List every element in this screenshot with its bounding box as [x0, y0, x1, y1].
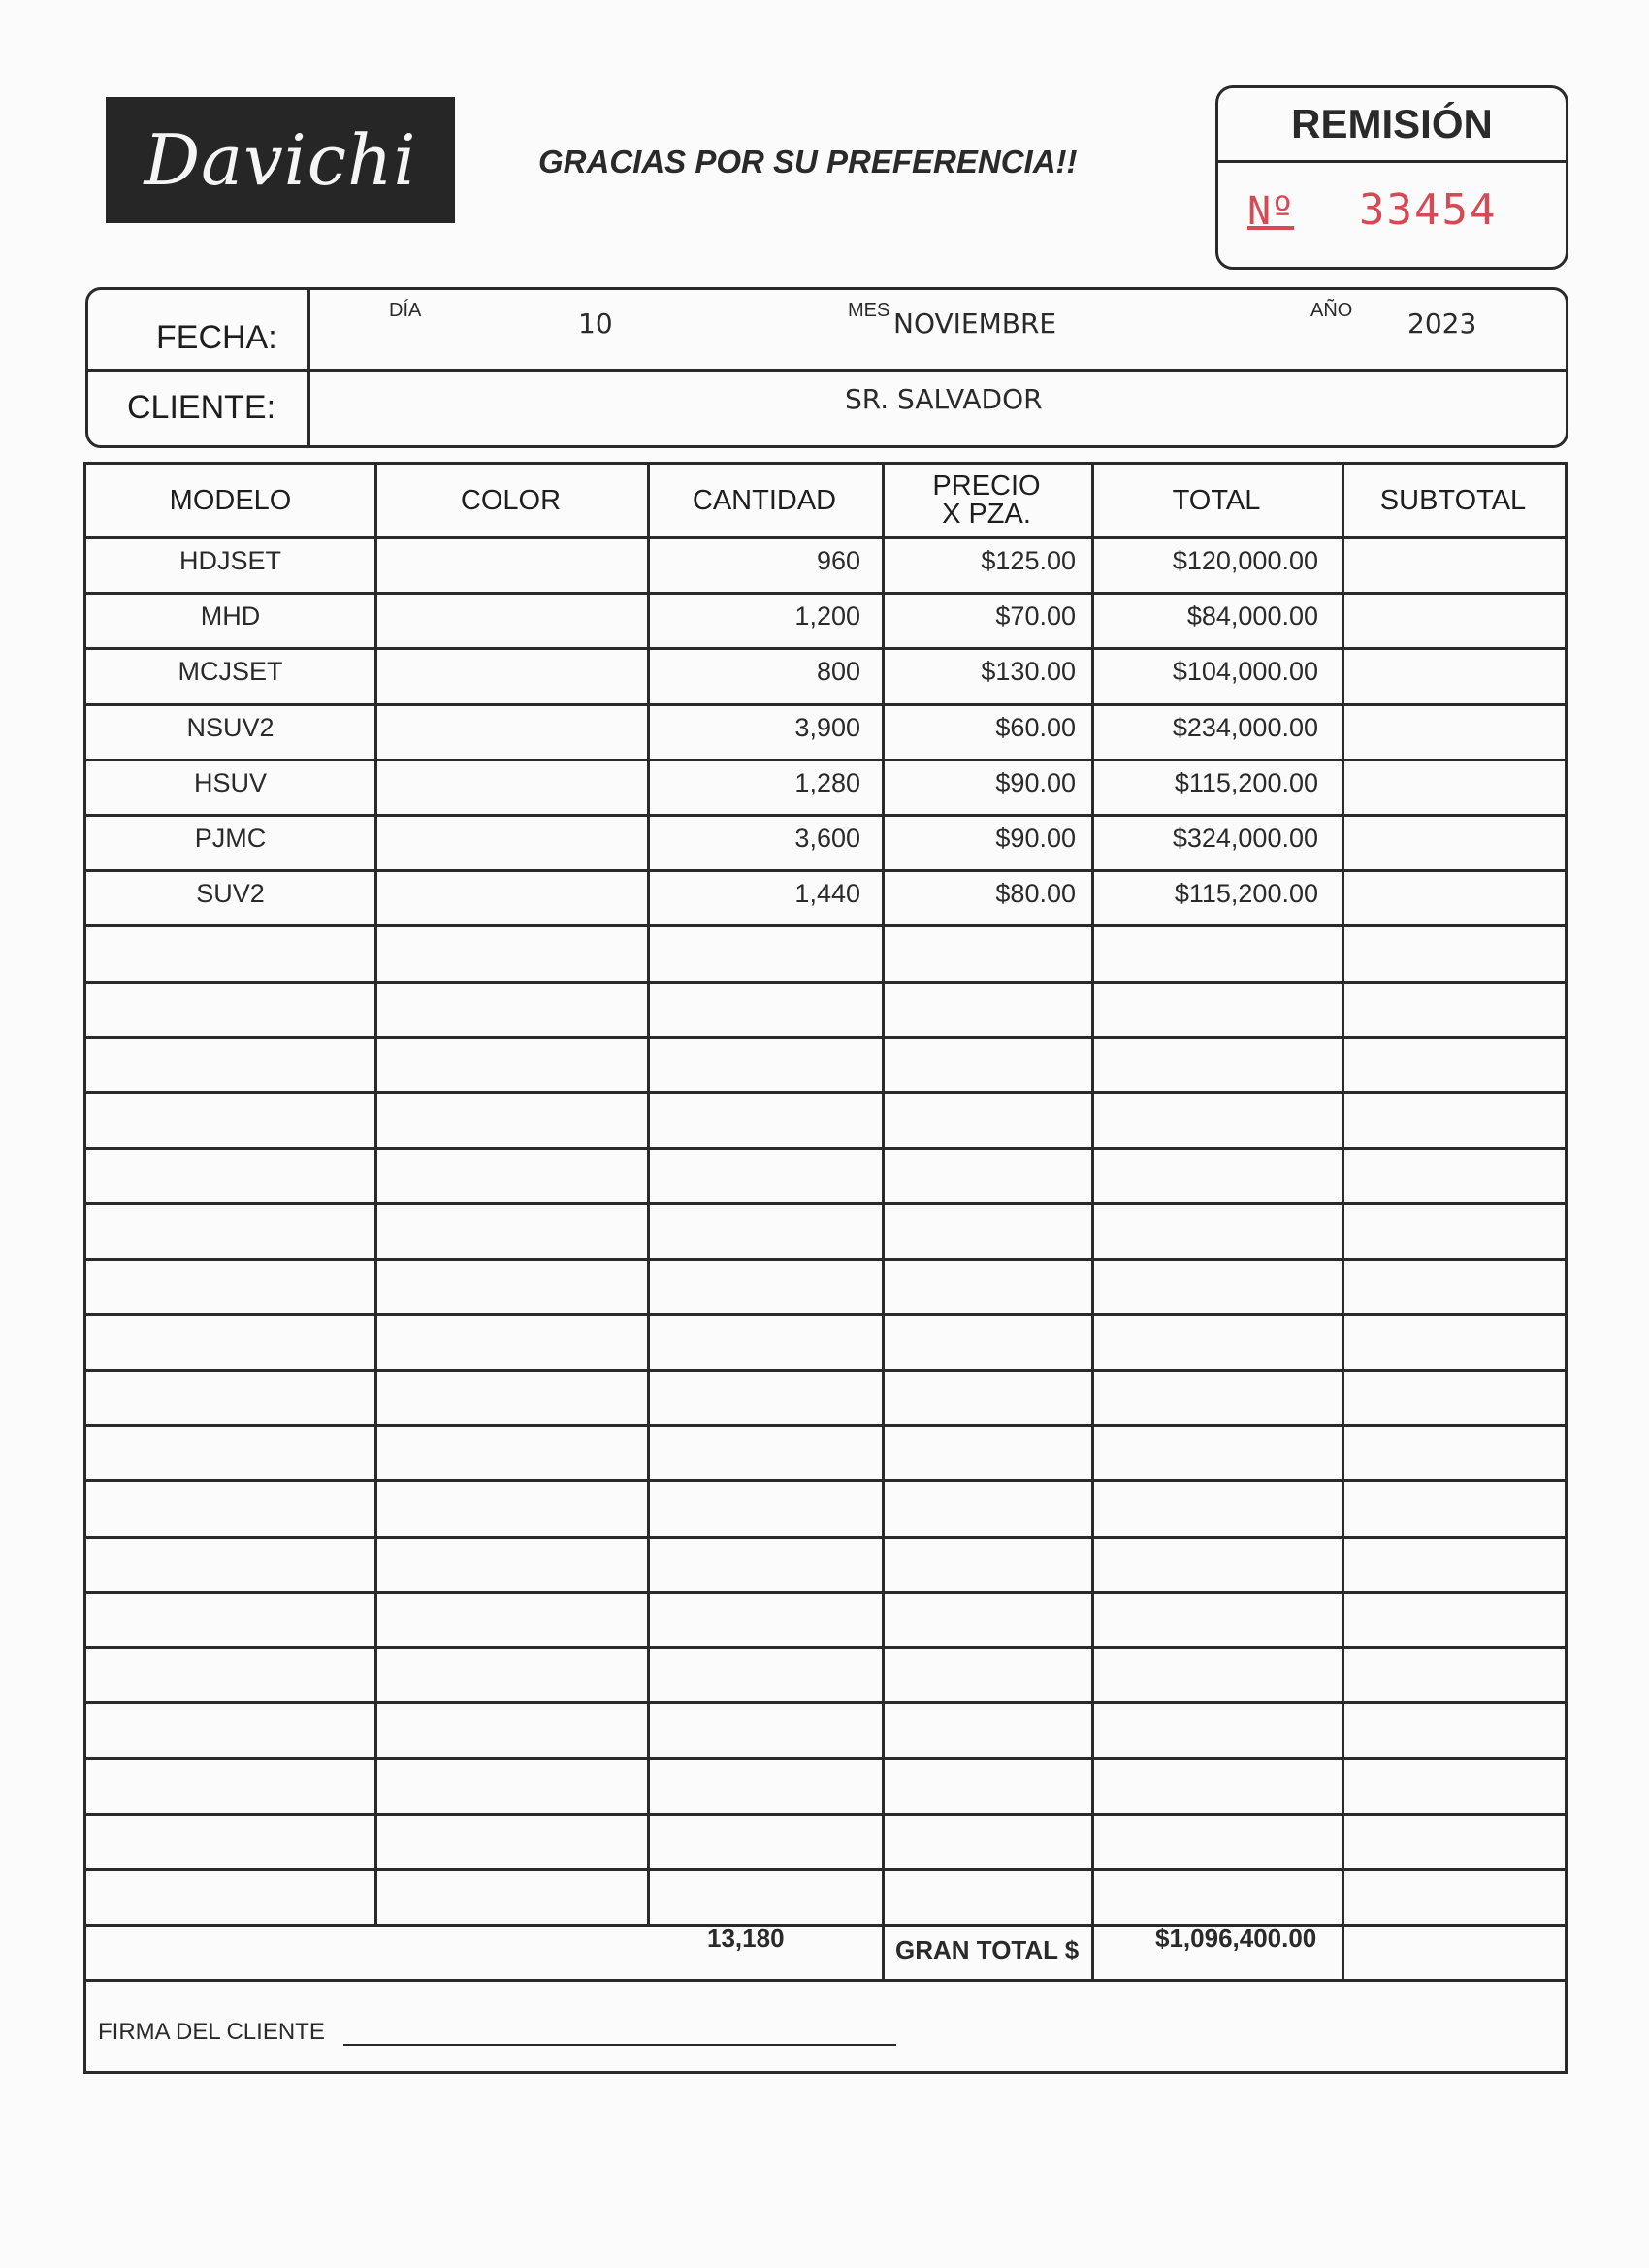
date-client-box — [85, 287, 1568, 448]
company-logo — [106, 97, 455, 223]
cell-total: $120,000.00 — [1172, 546, 1318, 575]
items-table — [83, 462, 1568, 2074]
cell-precio: $130.00 — [981, 657, 1076, 687]
logo-text: Davichi — [144, 119, 417, 201]
cell-cantidad: 960 — [816, 546, 860, 575]
column-divider — [1342, 465, 1344, 1979]
cell-cantidad: 1,200 — [794, 601, 860, 632]
cell-modelo: SUV2 — [196, 879, 265, 909]
row-divider — [86, 536, 1565, 539]
mes-value: NOVIEMBRE — [893, 308, 1057, 340]
row-divider — [86, 1924, 1565, 1927]
cell-precio: $90.00 — [995, 767, 1076, 797]
signature-line — [343, 2044, 896, 2046]
cell-precio: $80.00 — [995, 879, 1076, 909]
anio-label: AÑO — [1310, 300, 1353, 321]
row-divider — [86, 814, 1565, 817]
gran-total-value: $1,096,400.00 — [1155, 1924, 1317, 1953]
row-divider — [86, 981, 1565, 984]
folio-number: 33454 — [1359, 185, 1498, 235]
header-color: COLOR — [460, 484, 562, 516]
row-divider — [86, 1646, 1565, 1649]
dia-label: DÍA — [389, 300, 422, 321]
header-precio: PRECIO X PZA. — [932, 470, 1041, 530]
row-divider — [86, 1147, 1565, 1150]
cliente-value: SR. SALVADOR — [845, 383, 1043, 415]
row-divider — [86, 924, 1565, 927]
cantidad-total: 13,180 — [707, 1924, 785, 1953]
column-divider — [882, 465, 885, 1979]
cell-modelo: HDJSET — [178, 546, 281, 575]
row-divider — [86, 1701, 1565, 1704]
info-column-divider — [307, 290, 310, 445]
gran-total-label: GRAN TOTAL $ — [895, 1935, 1080, 1964]
cell-total: $115,200.00 — [1174, 879, 1318, 909]
row-divider — [86, 592, 1565, 595]
cell-cantidad: 1,440 — [794, 879, 860, 909]
folio-label: Nº — [1247, 189, 1295, 234]
cell-total: $324,000.00 — [1172, 824, 1318, 853]
row-divider — [86, 703, 1565, 706]
cell-precio: $60.00 — [995, 712, 1076, 742]
row-divider — [86, 1813, 1565, 1816]
row-divider — [86, 1091, 1565, 1094]
cell-precio: $125.00 — [981, 546, 1076, 575]
cell-total: $234,000.00 — [1172, 712, 1318, 742]
column-divider — [647, 465, 650, 1924]
cell-modelo: NSUV2 — [186, 712, 275, 742]
remision-box — [1215, 85, 1568, 270]
column-divider — [374, 465, 377, 1924]
cell-total: $84,000.00 — [1186, 601, 1318, 632]
row-divider — [86, 1202, 1565, 1205]
cell-precio: $70.00 — [995, 601, 1076, 632]
mes-label: MES — [848, 300, 890, 321]
column-divider — [1091, 465, 1094, 1979]
cell-modelo: MHD — [200, 601, 261, 632]
cell-total: $104,000.00 — [1172, 657, 1318, 687]
header-cantidad: CANTIDAD — [692, 484, 837, 516]
row-divider — [86, 869, 1565, 872]
cell-cantidad: 3,600 — [794, 824, 860, 853]
row-divider — [86, 1313, 1565, 1316]
fecha-label: FECHA: — [156, 319, 277, 356]
firma-label: FIRMA DEL CLIENTE — [98, 2019, 325, 2045]
anio-value: 2023 — [1407, 308, 1477, 340]
header-modelo: MODELO — [169, 484, 292, 516]
cell-modelo: MCJSET — [178, 657, 283, 687]
cell-cantidad: 1,280 — [794, 767, 860, 797]
cell-total: $115,200.00 — [1174, 767, 1318, 797]
header-total: TOTAL — [1172, 484, 1261, 516]
cliente-label: CLIENTE: — [127, 389, 276, 426]
thank-you-message: GRACIAS POR SU PREFERENCIA!! — [538, 144, 1078, 179]
cell-modelo: HSUV — [193, 767, 267, 797]
row-divider — [86, 1591, 1565, 1594]
cell-cantidad: 3,900 — [794, 712, 860, 742]
row-divider — [86, 647, 1565, 650]
row-divider — [86, 1258, 1565, 1261]
row-divider — [86, 1479, 1565, 1482]
row-divider — [86, 1036, 1565, 1039]
row-divider — [86, 1424, 1565, 1427]
cell-cantidad: 800 — [816, 657, 860, 687]
row-divider — [86, 1536, 1565, 1539]
dia-value: 10 — [578, 308, 613, 340]
row-divider — [86, 1868, 1565, 1871]
row-divider — [86, 1369, 1565, 1372]
document-title: REMISIÓN — [1218, 88, 1566, 163]
row-divider — [86, 759, 1565, 761]
header-subtotal: SUBTOTAL — [1379, 484, 1527, 516]
cell-modelo: PJMC — [194, 824, 267, 853]
totals-divider — [86, 1979, 1565, 1982]
row-divider — [86, 1757, 1565, 1760]
cell-precio: $90.00 — [995, 824, 1076, 853]
